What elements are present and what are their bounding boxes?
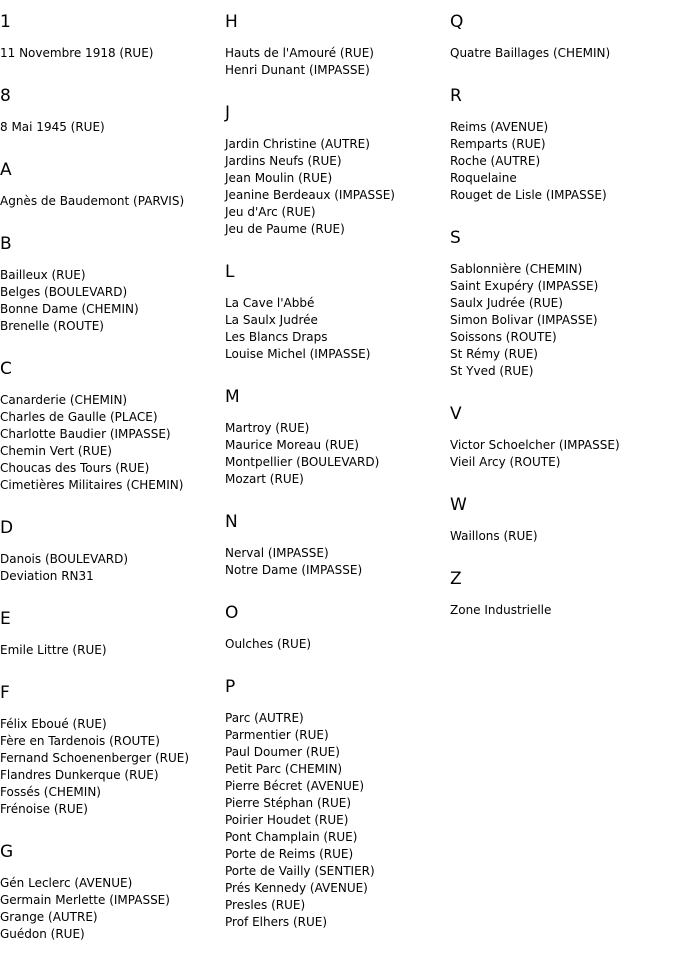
street-link[interactable]: Guédon (RUE) <box>0 927 85 941</box>
letter-group <box>0 518 225 585</box>
street-link[interactable]: Victor Schoelcher (IMPASSE) <box>450 438 620 452</box>
street-link[interactable]: Danois (BOULEVARD) <box>0 552 129 566</box>
street-list <box>450 106 675 204</box>
letter-heading: V <box>450 404 462 424</box>
street-list <box>0 32 225 62</box>
letter-group <box>0 234 225 335</box>
letter-group <box>450 228 675 380</box>
street-link[interactable]: Félix Eboué (RUE) <box>0 717 107 731</box>
street-list <box>0 180 225 210</box>
street-list <box>225 407 450 488</box>
street-link[interactable]: Notre Dame (IMPASSE) <box>225 563 363 577</box>
street-link[interactable]: Pierre Bécret (AVENUE) <box>225 779 365 793</box>
street-link[interactable]: Bonne Dame (CHEMIN) <box>0 302 139 316</box>
street-link[interactable]: Mozart (RUE) <box>225 472 304 486</box>
street-link[interactable]: Quatre Baillages (CHEMIN) <box>450 46 611 60</box>
street-index-column-1 <box>0 0 225 967</box>
street-link[interactable]: Gén Leclerc (AVENUE) <box>0 876 133 890</box>
letter-heading: D <box>0 518 14 538</box>
street-link[interactable]: Presles (RUE) <box>225 898 306 912</box>
street-list <box>0 703 225 818</box>
letter-group <box>450 569 675 619</box>
street-list <box>225 32 450 79</box>
letter-group <box>450 86 675 204</box>
letter-heading: S <box>450 228 461 248</box>
street-link[interactable]: Fernand Schoenenberger (RUE) <box>0 751 190 765</box>
street-list <box>450 424 675 471</box>
street-link[interactable]: Petit Parc (CHEMIN) <box>225 762 343 776</box>
street-index-column-3 <box>450 0 675 643</box>
street-link[interactable]: Agnès de Baudemont (PARVIS) <box>0 194 185 208</box>
street-link[interactable]: Vieil Arcy (ROUTE) <box>450 455 561 469</box>
street-link[interactable]: Soissons (ROUTE) <box>450 330 557 344</box>
street-link[interactable]: Charles de Gaulle (PLACE) <box>0 410 158 424</box>
street-link[interactable]: Roche (AUTRE) <box>450 154 541 168</box>
street-link[interactable]: Choucas des Tours (RUE) <box>0 461 150 475</box>
street-link[interactable]: Martroy (RUE) <box>225 421 310 435</box>
street-link[interactable]: Waillons (RUE) <box>450 529 538 543</box>
street-link[interactable]: Oulches (RUE) <box>225 637 312 651</box>
letter-group <box>225 677 450 931</box>
street-list <box>0 379 225 494</box>
street-link[interactable]: Flandres Dunkerque (RUE) <box>0 768 159 782</box>
letter-group <box>0 683 225 818</box>
letter-heading: N <box>225 512 238 532</box>
street-link[interactable]: 8 Mai 1945 (RUE) <box>0 120 105 134</box>
letter-heading: L <box>225 262 235 282</box>
street-list <box>0 254 225 335</box>
street-link[interactable]: Parmentier (RUE) <box>225 728 329 742</box>
letter-group <box>0 842 225 943</box>
street-link[interactable]: Germain Merlette (IMPASSE) <box>0 893 170 907</box>
street-list <box>0 862 225 943</box>
letter-group <box>225 603 450 653</box>
street-link[interactable]: Fère en Tardenois (ROUTE) <box>0 734 160 748</box>
street-link[interactable]: St Rémy (RUE) <box>450 347 538 361</box>
street-list <box>450 32 675 62</box>
street-link[interactable]: Pierre Stéphan (RUE) <box>225 796 352 810</box>
letter-group <box>225 387 450 488</box>
letter-heading: G <box>0 842 14 862</box>
letter-heading: O <box>225 603 239 623</box>
street-list <box>0 106 225 136</box>
street-link[interactable]: La Cave l'Abbé <box>225 296 315 310</box>
street-link[interactable]: Paul Doumer (RUE) <box>225 745 340 759</box>
street-link[interactable]: 11 Novembre 1918 (RUE) <box>0 46 154 60</box>
street-link[interactable]: Hauts de l'Amouré (RUE) <box>225 46 374 60</box>
letter-group <box>225 512 450 579</box>
letter-heading: E <box>0 609 11 629</box>
street-link[interactable]: Rouget de Lisle (IMPASSE) <box>450 188 607 202</box>
street-link[interactable]: Roquelaine <box>450 171 517 185</box>
letter-heading: B <box>0 234 12 254</box>
street-link[interactable]: Prof Elhers (RUE) <box>225 915 328 929</box>
street-link[interactable]: Jeu d'Arc (RUE) <box>225 205 316 219</box>
letter-heading: A <box>0 160 12 180</box>
letter-heading: W <box>450 495 467 515</box>
letter-group <box>225 262 450 363</box>
street-link[interactable]: Cimetières Militaires (CHEMIN) <box>0 478 184 492</box>
street-link[interactable]: Jardins Neufs (RUE) <box>225 154 342 168</box>
letter-group <box>450 495 675 545</box>
street-link[interactable]: Porte de Reims (RUE) <box>225 847 354 861</box>
street-link[interactable]: Frénoise (RUE) <box>0 802 88 816</box>
letter-group <box>0 86 225 136</box>
letter-heading: P <box>225 677 236 697</box>
street-link[interactable]: Canarderie (CHEMIN) <box>0 393 128 407</box>
street-link[interactable]: St Yved (RUE) <box>450 364 534 378</box>
street-link[interactable]: Remparts (RUE) <box>450 137 546 151</box>
street-link[interactable]: Deviation RN31 <box>0 569 94 583</box>
street-list <box>0 629 225 659</box>
street-link[interactable]: Jeu de Paume (RUE) <box>225 222 345 236</box>
street-list <box>225 123 450 238</box>
letter-group <box>0 609 225 659</box>
street-link[interactable]: Charlotte Baudier (IMPASSE) <box>0 427 171 441</box>
letter-group <box>0 160 225 210</box>
letter-group <box>450 404 675 471</box>
street-link[interactable]: Fossés (CHEMIN) <box>0 785 101 799</box>
street-link[interactable]: Grange (AUTRE) <box>0 910 98 924</box>
letter-heading: Z <box>450 569 462 589</box>
letter-group <box>225 12 450 79</box>
street-link[interactable]: Montpellier (BOULEVARD) <box>225 455 380 469</box>
street-link[interactable]: Nerval (IMPASSE) <box>225 546 329 560</box>
street-link[interactable]: Henri Dunant (IMPASSE) <box>225 63 370 77</box>
street-link[interactable]: Louise Michel (IMPASSE) <box>225 347 371 361</box>
street-link[interactable]: Les Blancs Draps <box>225 330 328 344</box>
letter-heading: F <box>0 683 10 703</box>
letter-heading: 8 <box>0 86 11 106</box>
street-link[interactable]: Poirier Houdet (RUE) <box>225 813 349 827</box>
street-index-column-2 <box>225 0 450 955</box>
street-link[interactable]: Porte de Vailly (SENTIER) <box>225 864 375 878</box>
street-list <box>225 623 450 653</box>
street-link[interactable]: Parc (AUTRE) <box>225 711 304 725</box>
street-list <box>450 515 675 545</box>
street-link[interactable]: Zone Industrielle <box>450 603 552 617</box>
street-link[interactable]: Sablonnière (CHEMIN) <box>450 262 583 276</box>
street-link[interactable]: Bailleux (RUE) <box>0 268 86 282</box>
street-link[interactable]: Emile Littre (RUE) <box>0 643 107 657</box>
street-link[interactable]: Brenelle (ROUTE) <box>0 319 104 333</box>
street-link[interactable]: Chemin Vert (RUE) <box>0 444 112 458</box>
letter-group <box>450 12 675 62</box>
street-list <box>450 589 675 619</box>
street-link[interactable]: Jeanine Berdeaux (IMPASSE) <box>225 188 395 202</box>
street-list <box>0 538 225 585</box>
street-link[interactable]: Belges (BOULEVARD) <box>0 285 128 299</box>
letter-heading: R <box>450 86 462 106</box>
street-link[interactable]: Saint Exupéry (IMPASSE) <box>450 279 599 293</box>
letter-heading: M <box>225 387 240 407</box>
street-link[interactable]: La Saulx Judrée <box>225 313 318 327</box>
letter-heading: H <box>225 12 238 32</box>
street-list <box>450 248 675 380</box>
letter-group <box>0 12 225 62</box>
street-link[interactable]: Pont Champlain (RUE) <box>225 830 358 844</box>
letter-group <box>225 103 450 238</box>
letter-heading: Q <box>450 12 464 32</box>
street-link[interactable]: Jean Moulin (RUE) <box>225 171 333 185</box>
street-link[interactable]: Simon Bolivar (IMPASSE) <box>450 313 598 327</box>
letter-heading: J <box>225 103 231 123</box>
street-link[interactable]: Saulx Judrée (RUE) <box>450 296 563 310</box>
street-list <box>225 532 450 579</box>
street-link[interactable]: Maurice Moreau (RUE) <box>225 438 359 452</box>
street-list <box>225 697 450 931</box>
street-link[interactable]: Reims (AVENUE) <box>450 120 549 134</box>
letter-heading: 1 <box>0 12 11 32</box>
letter-group <box>0 359 225 494</box>
street-link[interactable]: Prés Kennedy (AVENUE) <box>225 881 368 895</box>
street-link[interactable]: Jardin Christine (AUTRE) <box>225 137 370 151</box>
letter-heading: C <box>0 359 12 379</box>
street-list <box>225 282 450 363</box>
